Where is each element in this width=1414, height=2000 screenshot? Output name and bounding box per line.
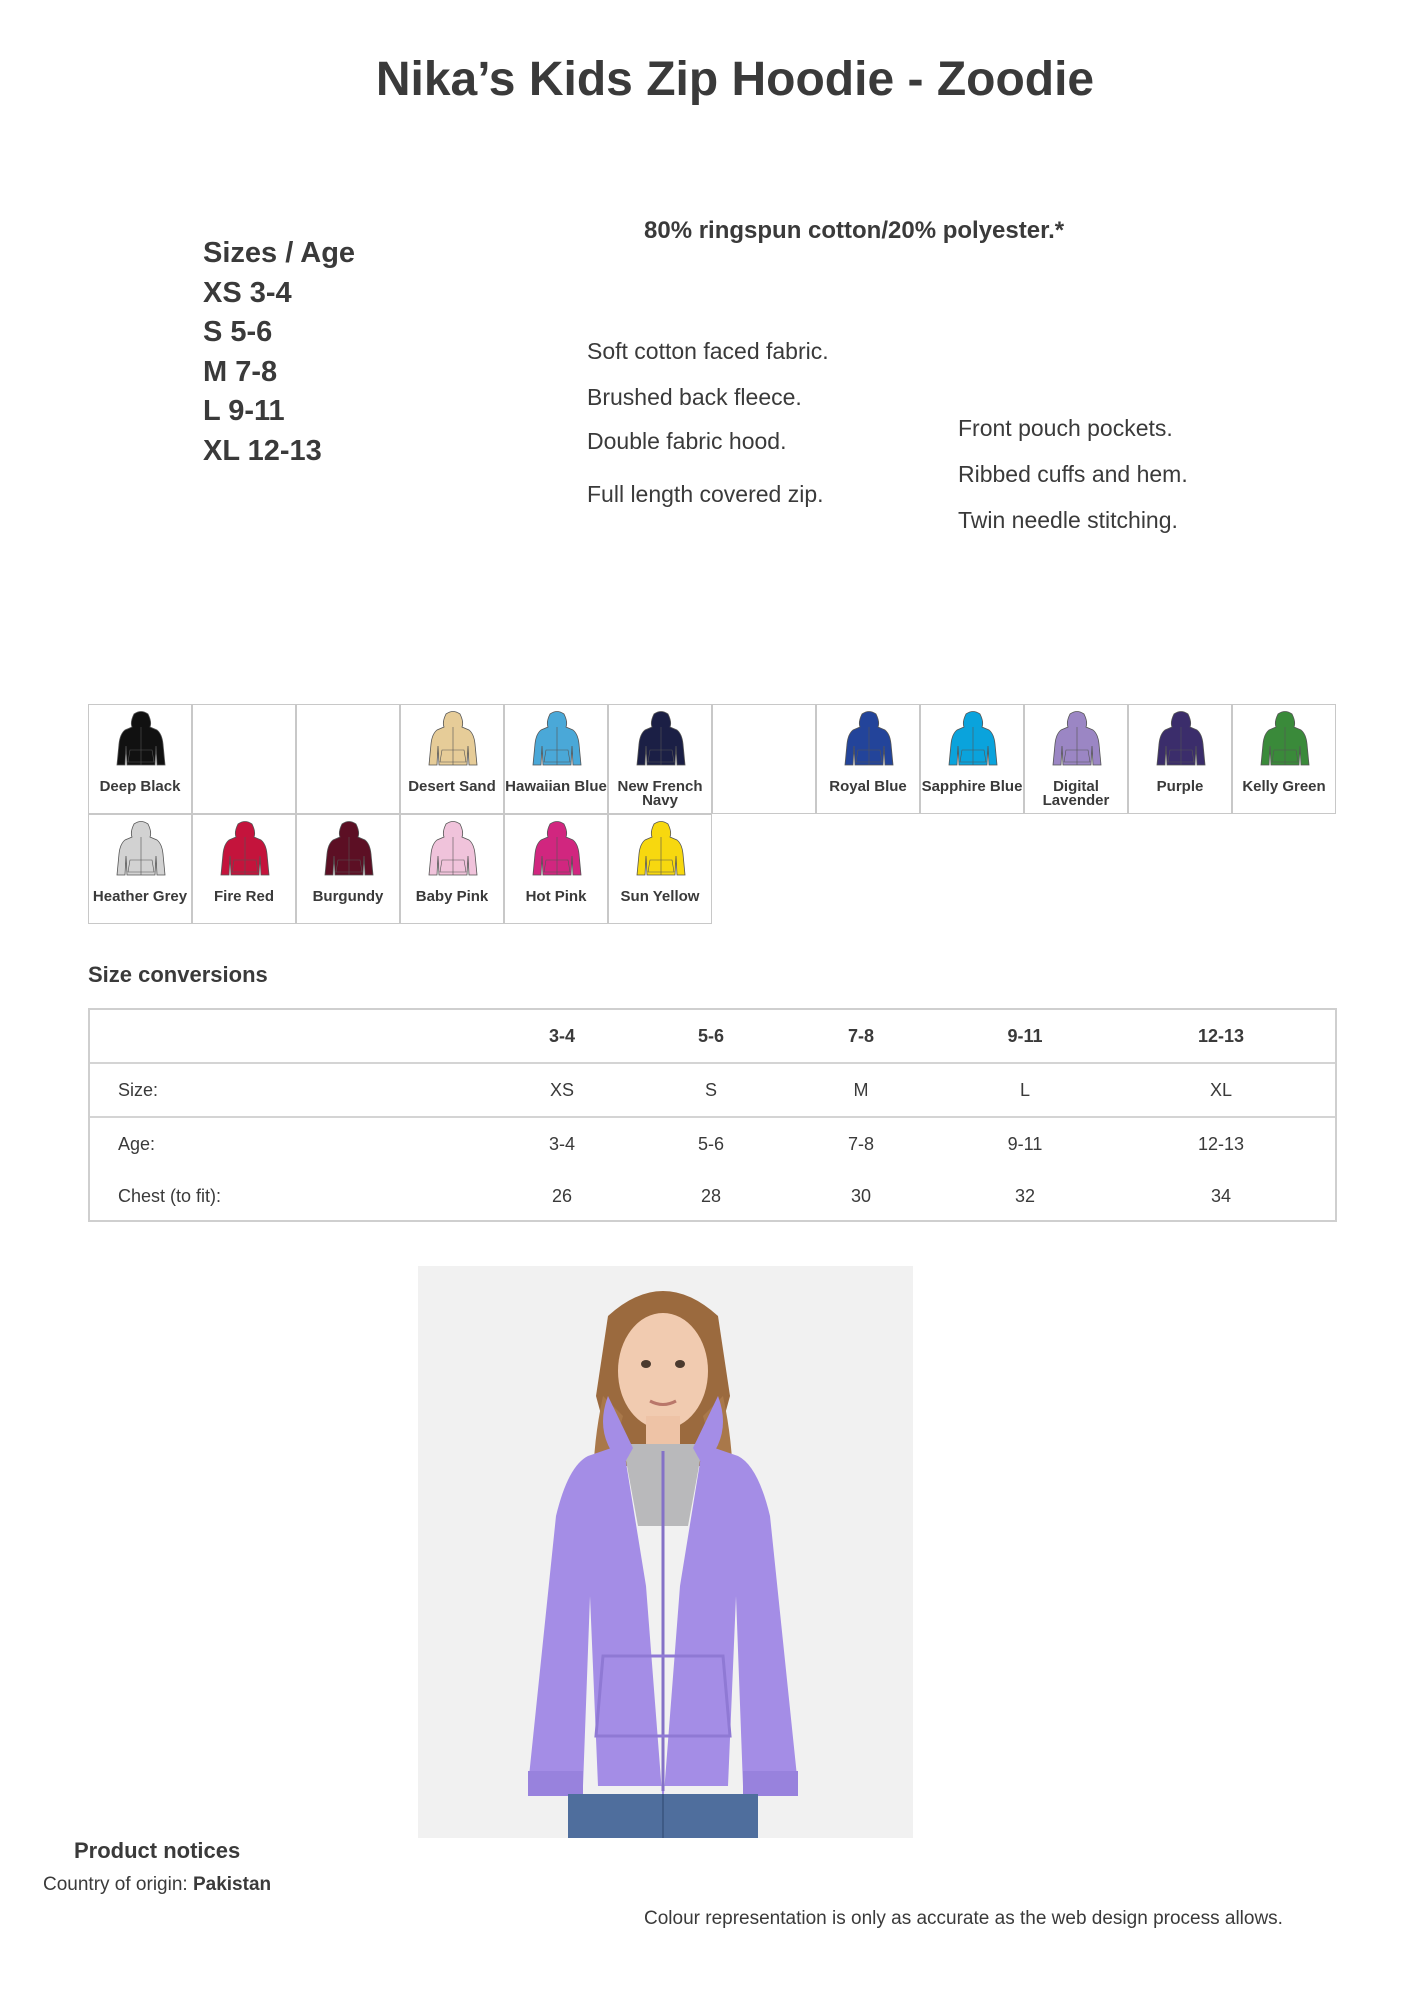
table-divider xyxy=(90,1062,1335,1064)
colour-disclaimer: Colour representation is only as accurate as the web design process allows. xyxy=(644,1908,1283,1929)
colour-name: Fire Red xyxy=(213,888,274,905)
colour-name: Baby Pink xyxy=(415,888,489,905)
hoodie-icon xyxy=(1156,710,1206,768)
feature-item: Soft cotton faced fabric. xyxy=(587,338,829,364)
table-cell: 34 xyxy=(1210,1186,1232,1206)
product-photo xyxy=(418,1266,913,1838)
table-cell: 30 xyxy=(850,1186,872,1206)
feature-item: Brushed back fleece. xyxy=(587,384,802,410)
colour-name: Sun Yellow xyxy=(620,888,700,905)
hoodie-icon xyxy=(1260,710,1310,768)
feature-item: Ribbed cuffs and hem. xyxy=(958,461,1188,487)
table-cell: S xyxy=(704,1080,717,1100)
table-cell: L xyxy=(1019,1080,1030,1100)
size-item: XL 12-13 xyxy=(203,434,322,467)
size-item: M 7-8 xyxy=(203,355,278,388)
table-cell: 3-4 xyxy=(548,1134,575,1154)
child-in-hoodie-image xyxy=(418,1266,913,1838)
colour-name: Hawaiian Blue xyxy=(505,778,607,795)
row-label: Size: xyxy=(118,1080,159,1100)
header-cell: 12-13 xyxy=(1197,1026,1245,1046)
sizes-heading: Sizes / Age xyxy=(203,237,356,269)
hoodie-icon xyxy=(636,820,686,878)
page-title: Nika’s Kids Zip Hoodie - Zoodie xyxy=(375,53,1095,106)
header-cell: 9-11 xyxy=(1007,1026,1043,1046)
colour-name: Royal Blue xyxy=(829,778,907,795)
table-cell: 5-6 xyxy=(697,1134,724,1154)
colour-swatch[interactable] xyxy=(920,704,1024,814)
origin-label: Country of origin: xyxy=(43,1874,193,1895)
colour-swatch[interactable] xyxy=(88,704,192,814)
hoodie-icon xyxy=(116,820,166,878)
hoodie-icon xyxy=(220,820,270,878)
product-notices-title: Product notices xyxy=(74,1838,241,1863)
row-label: Chest (to fit): xyxy=(118,1186,222,1206)
size-item: XS 3-4 xyxy=(203,276,292,309)
table-cell: M xyxy=(853,1080,869,1100)
colour-name: Purple xyxy=(1156,778,1204,795)
colour-name: Hot Pink xyxy=(525,888,587,905)
colour-name: Digital Lavender xyxy=(1042,778,1110,809)
empty-swatch-cell xyxy=(192,704,296,814)
colour-swatch[interactable] xyxy=(296,814,400,924)
hoodie-icon xyxy=(844,710,894,768)
colour-swatch[interactable] xyxy=(400,814,504,924)
row-label: Age: xyxy=(118,1134,156,1154)
table-cell: 32 xyxy=(1014,1186,1036,1206)
hoodie-icon xyxy=(428,710,478,768)
size-conversions-title: Size conversions xyxy=(88,962,268,987)
colour-name: Burgundy xyxy=(312,888,384,905)
feature-item: Front pouch pockets. xyxy=(958,415,1173,441)
colour-name: Deep Black xyxy=(99,778,181,795)
table-cell: XS xyxy=(549,1080,574,1100)
colour-name: Kelly Green xyxy=(1242,778,1326,795)
table-cell: XL xyxy=(1209,1080,1233,1100)
colour-name: New French Navy xyxy=(617,778,703,809)
empty-swatch-cell xyxy=(712,704,816,814)
table-cell: 28 xyxy=(700,1186,722,1206)
origin-value: Pakistan xyxy=(192,1874,272,1895)
table-divider xyxy=(90,1116,1335,1118)
feature-item: Double fabric hood. xyxy=(587,428,787,454)
hoodie-icon xyxy=(532,820,582,878)
colour-swatch[interactable] xyxy=(1024,704,1128,814)
colour-swatch[interactable] xyxy=(400,704,504,814)
table-cell: 7-8 xyxy=(847,1134,874,1154)
header-cell: 5-6 xyxy=(697,1026,724,1046)
table-cell: 26 xyxy=(551,1186,573,1206)
hoodie-icon xyxy=(324,820,374,878)
sizes-list xyxy=(203,234,355,471)
colour-swatch[interactable] xyxy=(608,814,712,924)
header-cell: 7-8 xyxy=(847,1026,874,1046)
colour-swatch[interactable] xyxy=(608,704,712,814)
hoodie-icon xyxy=(1052,710,1102,768)
colour-swatch[interactable] xyxy=(1232,704,1336,814)
hoodie-icon xyxy=(532,710,582,768)
hoodie-icon xyxy=(428,820,478,878)
size-item: L 9-11 xyxy=(203,395,285,427)
table-cell: 9-11 xyxy=(1007,1134,1043,1154)
feature-item: Twin needle stitching. xyxy=(958,507,1178,533)
colour-swatch[interactable] xyxy=(816,704,920,814)
colour-name: Sapphire Blue xyxy=(921,778,1023,795)
header-cell: 3-4 xyxy=(548,1026,575,1046)
country-of-origin xyxy=(43,1874,271,1896)
size-item: S 5-6 xyxy=(203,316,273,348)
colour-swatch[interactable] xyxy=(88,814,192,924)
hoodie-icon xyxy=(948,710,998,768)
colour-swatch[interactable] xyxy=(504,704,608,814)
empty-swatch-cell xyxy=(296,704,400,814)
table-cell: 12-13 xyxy=(1197,1134,1245,1154)
material-composition: 80% ringspun cotton/20% polyester.* xyxy=(644,217,1065,244)
colour-swatch[interactable] xyxy=(192,814,296,924)
hoodie-icon xyxy=(636,710,686,768)
colour-name: Desert Sand xyxy=(408,778,496,795)
size-conversion-table xyxy=(88,1008,1337,1222)
colour-swatch[interactable] xyxy=(504,814,608,924)
colour-swatch[interactable] xyxy=(1128,704,1232,814)
feature-item: Full length covered zip. xyxy=(587,481,824,507)
colour-swatch-grid xyxy=(88,704,1337,925)
hoodie-icon xyxy=(116,710,166,768)
colour-name: Heather Grey xyxy=(92,888,188,905)
